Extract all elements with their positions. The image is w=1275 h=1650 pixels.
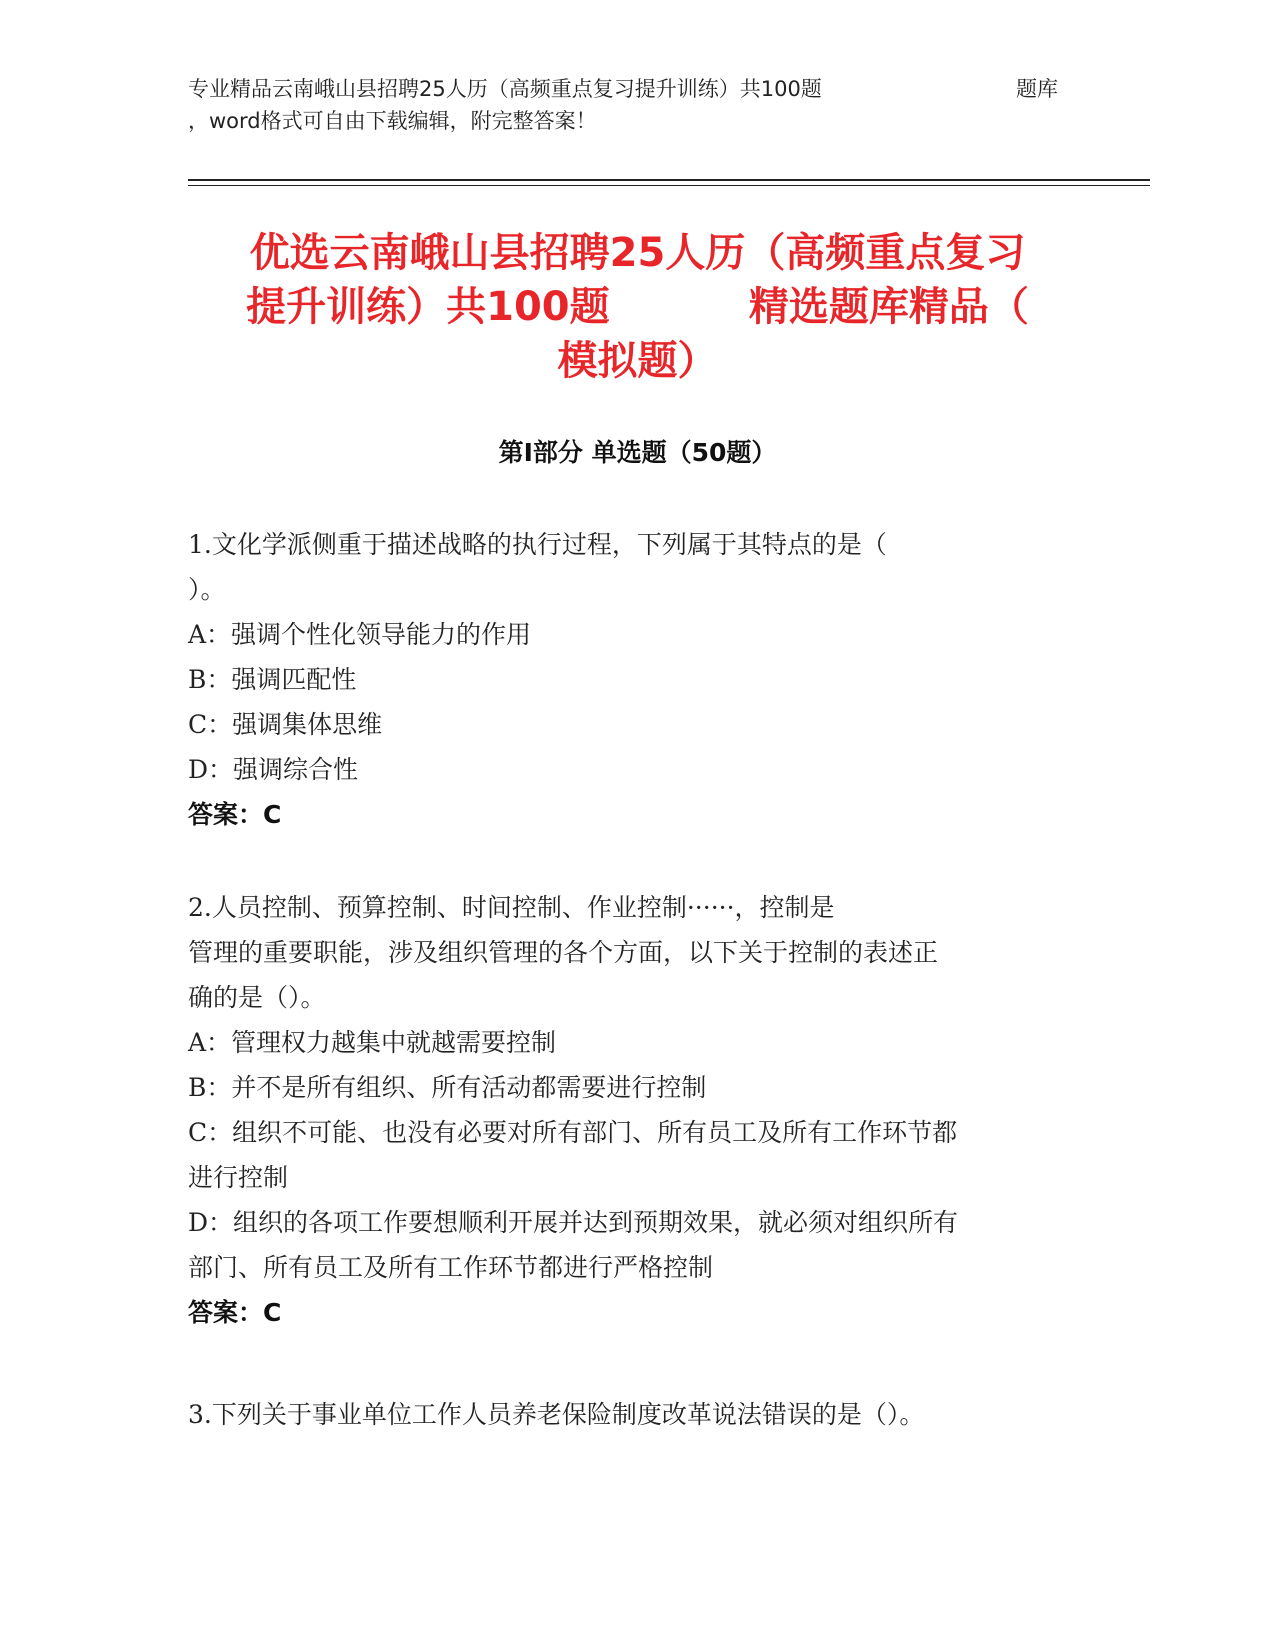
option-b: B：并不是所有组织、所有活动都需要进行控制 <box>188 1073 707 1102</box>
answer-line: 答案：C <box>188 800 282 829</box>
header-divider-thick <box>188 179 1150 181</box>
answer-line: 答案：C <box>188 1298 282 1327</box>
option-b: B：强调匹配性 <box>188 665 357 694</box>
question-stem-line: 确的是（）。 <box>188 983 326 1012</box>
question-stem-line: ）。 <box>188 575 226 604</box>
question-stem-line: 3.下列关于事业单位工作人员养老保险制度改革说法错误的是（）。 <box>188 1400 925 1429</box>
option-a: A：管理权力越集中就越需要控制 <box>188 1028 557 1057</box>
question-stem-line: 2.人员控制、预算控制、时间控制、作业控制······，控制是 <box>188 893 835 922</box>
option-a: A：强调个性化领导能力的作用 <box>188 620 532 649</box>
page-header <box>188 73 1088 137</box>
header-divider-thin <box>188 185 1150 186</box>
question-1 <box>188 522 1088 837</box>
option-d-continued: 部门、所有员工及所有工作环节都进行严格控制 <box>188 1253 714 1282</box>
option-d: D：强调综合性 <box>188 755 359 784</box>
question-2 <box>188 885 1088 1335</box>
header-line-1-right: 题库 <box>1016 77 1058 101</box>
header-line-2: ，word格式可自由下载编辑，附完整答案！ <box>188 109 597 133</box>
title-line-2: 提升训练）共100题 精选题库精品（ <box>246 284 1029 330</box>
question-stem-line: 1.文化学派侧重于描述战略的执行过程，下列属于其特点的是（ <box>188 530 887 559</box>
option-c-continued: 进行控制 <box>188 1163 289 1192</box>
title-line-3: 模拟题） <box>557 338 718 384</box>
header-line-1: 专业精品云南峨山县招聘25人历（高频重点复习提升训练）共100题 <box>188 77 822 101</box>
question-3 <box>188 1392 1088 1437</box>
title-line-1: 优选云南峨山县招聘25人历（高频重点复习 <box>249 230 1026 276</box>
option-c: C：组织不可能、也没有必要对所有部门、所有员工及所有工作环节都 <box>188 1118 958 1147</box>
section-title: 第Ⅰ部分 单选题（50题） <box>498 438 777 467</box>
question-stem-line: 管理的重要职能，涉及组织管理的各个方面，以下关于控制的表述正 <box>188 938 939 967</box>
document-title <box>175 226 1100 388</box>
option-c: C：强调集体思维 <box>188 710 383 739</box>
option-d: D：组织的各项工作要想顺利开展并达到预期效果，就必须对组织所有 <box>188 1208 959 1237</box>
